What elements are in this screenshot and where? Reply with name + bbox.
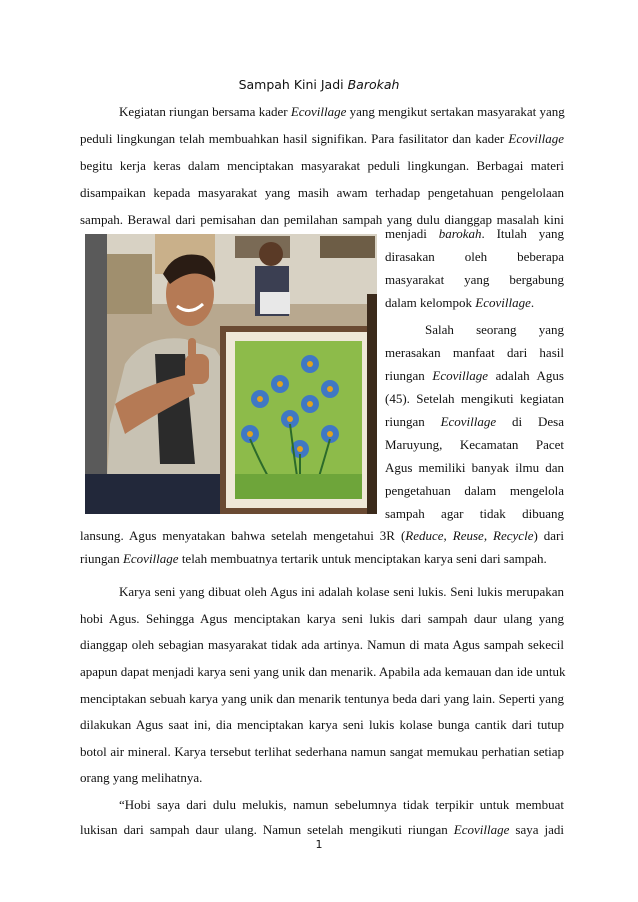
text-line: masyarakat yang bergabung — [385, 272, 564, 287]
text-line: sampah. Berawal dari pemisahan dan pemilahan sampah yang dulu dianggap masalah kini — [80, 212, 564, 227]
text-line: disampaikan kepada masyarakat yang masih awam terhadap pengetahuan pengelolaan — [80, 185, 564, 200]
text-line: lansung. Agus menyatakan bahwa setelah mengetahui 3R (Reduce, Reuse, Recycle) dari — [80, 528, 564, 543]
text-line: menjadi barokah. Itulah yang — [385, 226, 564, 241]
text-line: merasakan manfaat dari hasil — [385, 345, 564, 360]
title-main: Sampah Kini Jadi — [238, 77, 348, 92]
text-line: riungan Ecovillage di Desa — [385, 414, 564, 429]
text-line: Salah seorang yang — [425, 322, 564, 337]
text-line: lukisan dari sampah daur ulang. Namun setelah mengikuti riungan Ecovillage saya jadi — [80, 822, 565, 837]
text-line: menciptakan sebuah karya yang unik dan menarik tentunya beda dari yang lain. Seperti yang — [80, 691, 564, 706]
text-line: begitu kerja keras dalam menciptakan masyarakat peduli lingkungan. Berbagai materi — [80, 158, 564, 173]
photo-agus-with-collage — [85, 234, 377, 514]
text-line: pengetahuan dalam mengelola — [385, 483, 564, 498]
text-line: riungan Ecovillage telah membuatnya tertarik untuk menciptakan karya seni dari sampah. — [80, 551, 547, 566]
text-line: Maruyung, Kecamatan Pacet — [385, 437, 564, 452]
article-title — [0, 77, 638, 92]
text-line: dirasakan oleh beberapa — [385, 249, 564, 264]
text-line: apapun dapat menjadi karya seni yang unik dan menarik. Apabila ada kemauan dan ide untuk — [80, 664, 566, 679]
text-line: botol air mineral. Karya tersebut terlihat sederhana namun sangat memukau perhatian setiap — [80, 744, 564, 759]
text-line: peduli lingkungan telah membuahkan hasil signifikan. Para fasilitator dan kader Ecovillage — [80, 131, 564, 146]
text-line: Kegiatan riungan bersama kader Ecovillage yang mengikut sertakan masyarakat yang — [119, 104, 565, 119]
title-italic: Barokah — [347, 77, 400, 92]
text-line: sampah agar tidak dibuang — [385, 506, 564, 521]
text-line: Agus memiliki banyak ilmu dan — [385, 460, 564, 475]
page-number: 1 — [315, 838, 323, 851]
text-line: dianggap oleh sebagian masyarakat tidak ada artinya. Namun di mata Agus sampah sekecil — [80, 637, 564, 652]
text-line: “Hobi saya dari dulu melukis, namun sebelumnya tidak terpikir untuk membuat — [119, 797, 564, 812]
text-line: Karya seni yang dibuat oleh Agus ini adalah kolase seni lukis. Seni lukis merupakan — [119, 584, 564, 599]
text-line: dalam kelompok Ecovillage. — [385, 295, 535, 310]
text-line: hobi Agus. Sehingga Agus menciptakan karya seni lukis dari sampah daur ulang yang — [80, 611, 564, 626]
text-line: riungan Ecovillage adalah Agus — [385, 368, 564, 383]
text-line: (45). Setelah mengikuti kegiatan — [385, 391, 564, 406]
text-line: dilakukan Agus saat ini, dia menciptakan karya seni lukis kolase bunga cantik dari tutup — [80, 717, 564, 732]
text-line: orang yang melihatnya. — [80, 770, 203, 785]
